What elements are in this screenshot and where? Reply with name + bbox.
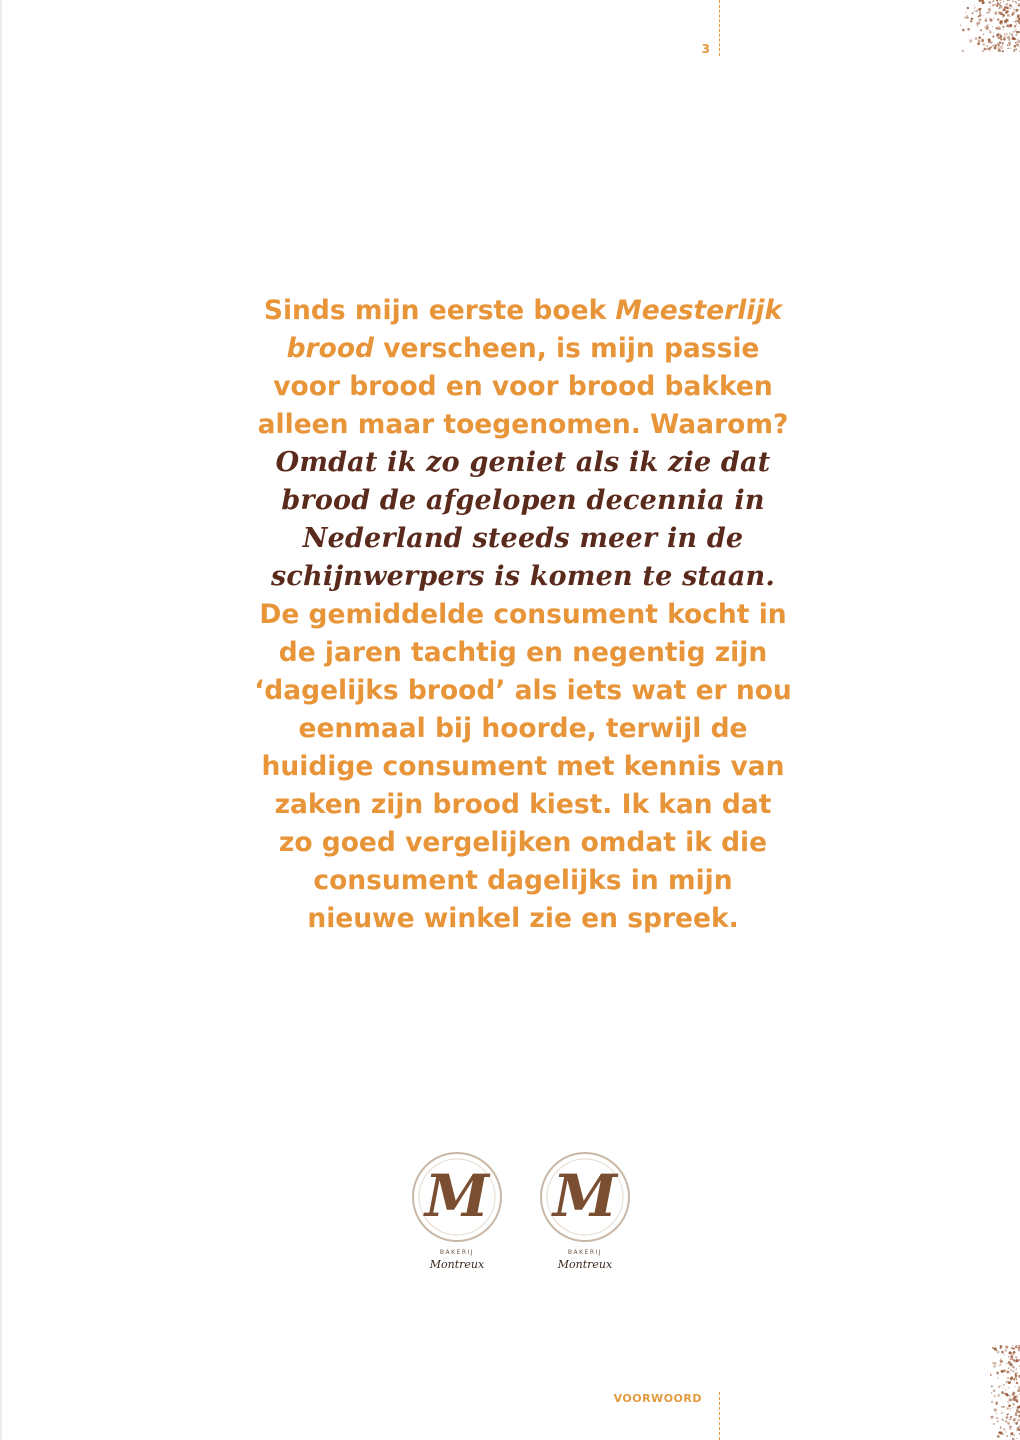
- bottom-dashed-rule: [719, 1392, 720, 1440]
- closing-line: consument dagelijks in mijn: [313, 865, 733, 896]
- closing-line: de jaren tachtig en negentig zijn: [278, 637, 768, 668]
- speckle-decoration-top: [960, 0, 1020, 52]
- intro-line: brood verscheen, is mijn passie: [286, 333, 760, 364]
- script-quote-line: brood de afgelopen decennia in: [281, 485, 765, 516]
- page-edge: [0, 0, 2, 1440]
- page-number: 3: [701, 42, 710, 56]
- bakery-logo: [530, 1142, 640, 1282]
- script-quote-line: schijnwerpers is komen te staan.: [271, 561, 775, 592]
- closing-line: De gemiddelde consument kocht in: [259, 599, 787, 630]
- closing-line: huidige consument met kennis van: [261, 751, 785, 782]
- top-dashed-rule: [719, 0, 720, 56]
- logo-caption: BAKERIJ: [567, 1249, 603, 1256]
- closing-line: eenmaal bij hoorde, terwijl de: [298, 713, 748, 744]
- closing-line: zaken zijn brood kiest. Ik kan dat: [274, 789, 772, 820]
- script-quote-line: Omdat ik zo geniet als ik zie dat: [275, 447, 771, 478]
- closing-line: zo goed vergelijken omdat ik die: [278, 827, 768, 858]
- logo-signature: Montreux: [557, 1258, 613, 1271]
- intro-line: alleen maar toegenomen. Waarom?: [257, 409, 789, 440]
- speckle-decoration-bottom: [990, 1345, 1020, 1440]
- intro-line: Sinds mijn eerste boek Meesterlijk: [263, 295, 783, 326]
- intro-line: voor brood en voor brood bakken: [273, 371, 773, 402]
- logo-monogram: M: [552, 1162, 618, 1230]
- bakery-logos: [402, 1142, 642, 1282]
- foreword-text: [200, 292, 846, 938]
- logo-signature: Montreux: [429, 1258, 485, 1271]
- closing-line: nieuwe winkel zie en spreek.: [307, 903, 739, 934]
- script-quote-line: Nederland steeds meer in de: [302, 523, 744, 554]
- bakery-logo: [402, 1142, 512, 1282]
- logo-monogram: M: [424, 1162, 490, 1230]
- section-label: VOORWOORD: [613, 1392, 702, 1405]
- closing-line: ‘dagelijks brood’ als iets wat er nou: [254, 675, 792, 706]
- logo-caption: BAKERIJ: [439, 1249, 475, 1256]
